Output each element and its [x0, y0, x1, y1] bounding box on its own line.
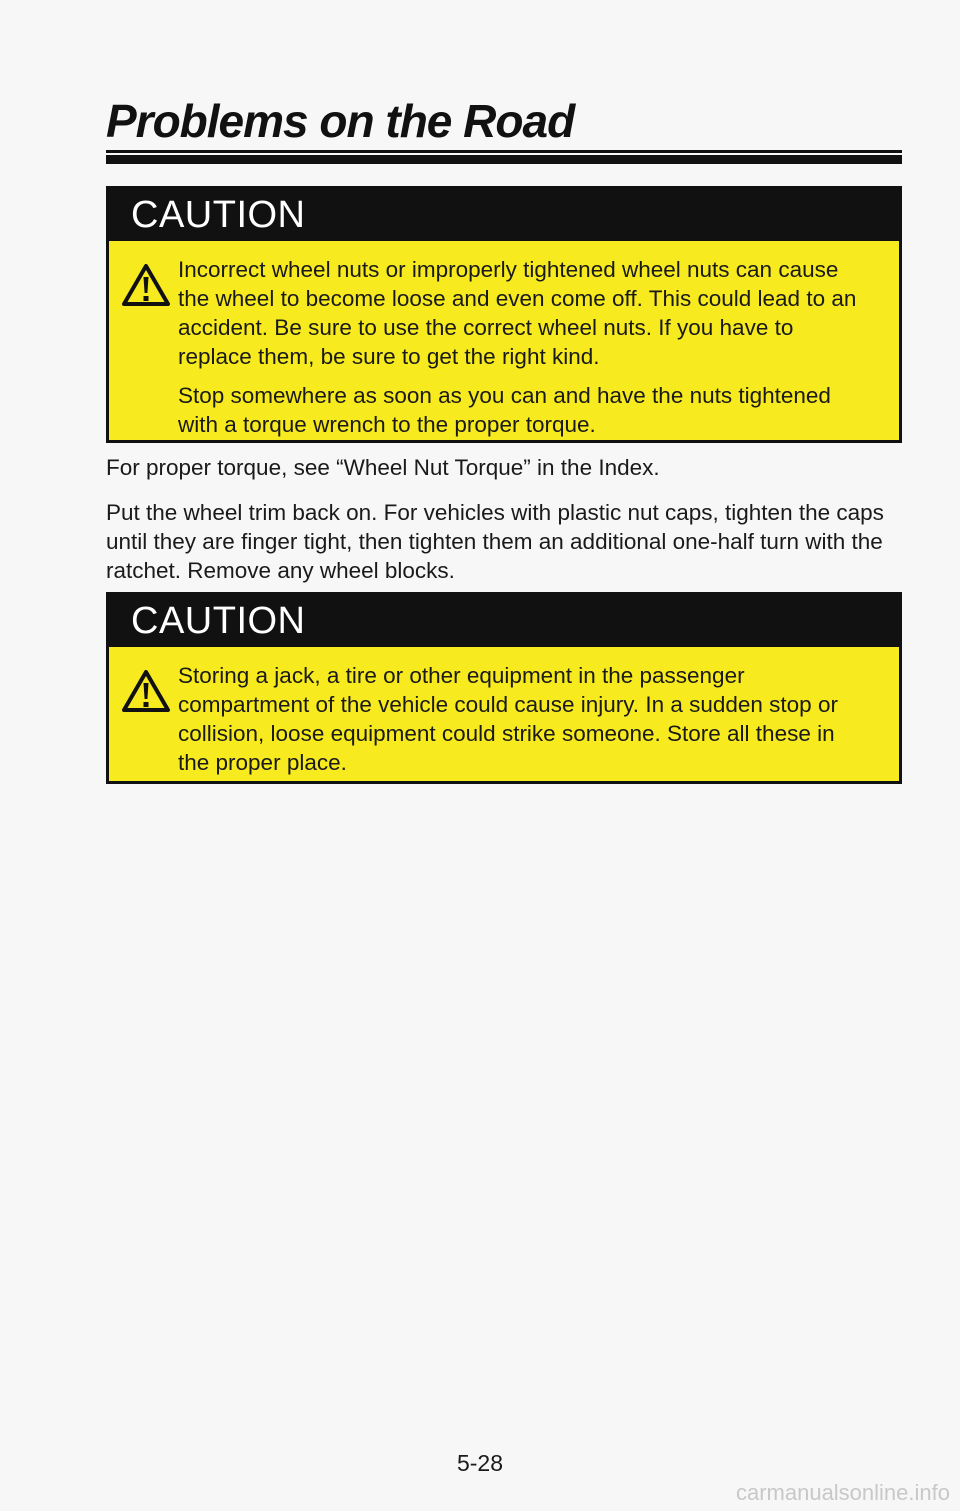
caution-text: Stop somewhere as soon as you can and have the nuts tightened with a torque wrench to the proper torque.: [178, 383, 831, 437]
wheel-trim-paragraph: Put the wheel trim back on. For vehicles with plastic nut caps, tighten the caps until they are finger tight, then tighten them an additional one-half turn with the ratchet. Remove any wheel blocks.: [106, 500, 884, 583]
page-title: Problems on the Road: [106, 95, 575, 147]
caution-header: [109, 189, 899, 241]
caution-box-wheel-nuts: [106, 186, 902, 443]
caution-label: CAUTION: [131, 599, 306, 642]
torque-reference-paragraph: For proper torque, see “Wheel Nut Torque” in the Index.: [106, 455, 660, 480]
warning-triangle-icon: [121, 263, 171, 307]
caution-body: [109, 241, 899, 449]
caution-text: Incorrect wheel nuts or improperly tightened wheel nuts can cause the wheel to become loose and even come off. This could lead to an accident. Be sure to use the correct wheel nuts. If you have to replace them, be sure to get the right kind.: [178, 257, 857, 369]
title-rule-thick: [106, 155, 902, 164]
caution-label: CAUTION: [131, 193, 306, 236]
warning-triangle-icon: [121, 669, 171, 713]
title-rule: [106, 150, 902, 153]
watermark: carmanualsonline.info: [735, 1480, 950, 1505]
caution-text: Storing a jack, a tire or other equipment in the passenger compartment of the vehicle could cause injury. In a sudden stop or collision, loose equipment could strike someone. Store all these in the proper place.: [178, 663, 838, 775]
caution-body: [109, 647, 899, 787]
caution-box-storing-equipment: [106, 592, 902, 784]
caution-header: [109, 595, 899, 647]
page-number: 5-28: [456, 1450, 504, 1476]
